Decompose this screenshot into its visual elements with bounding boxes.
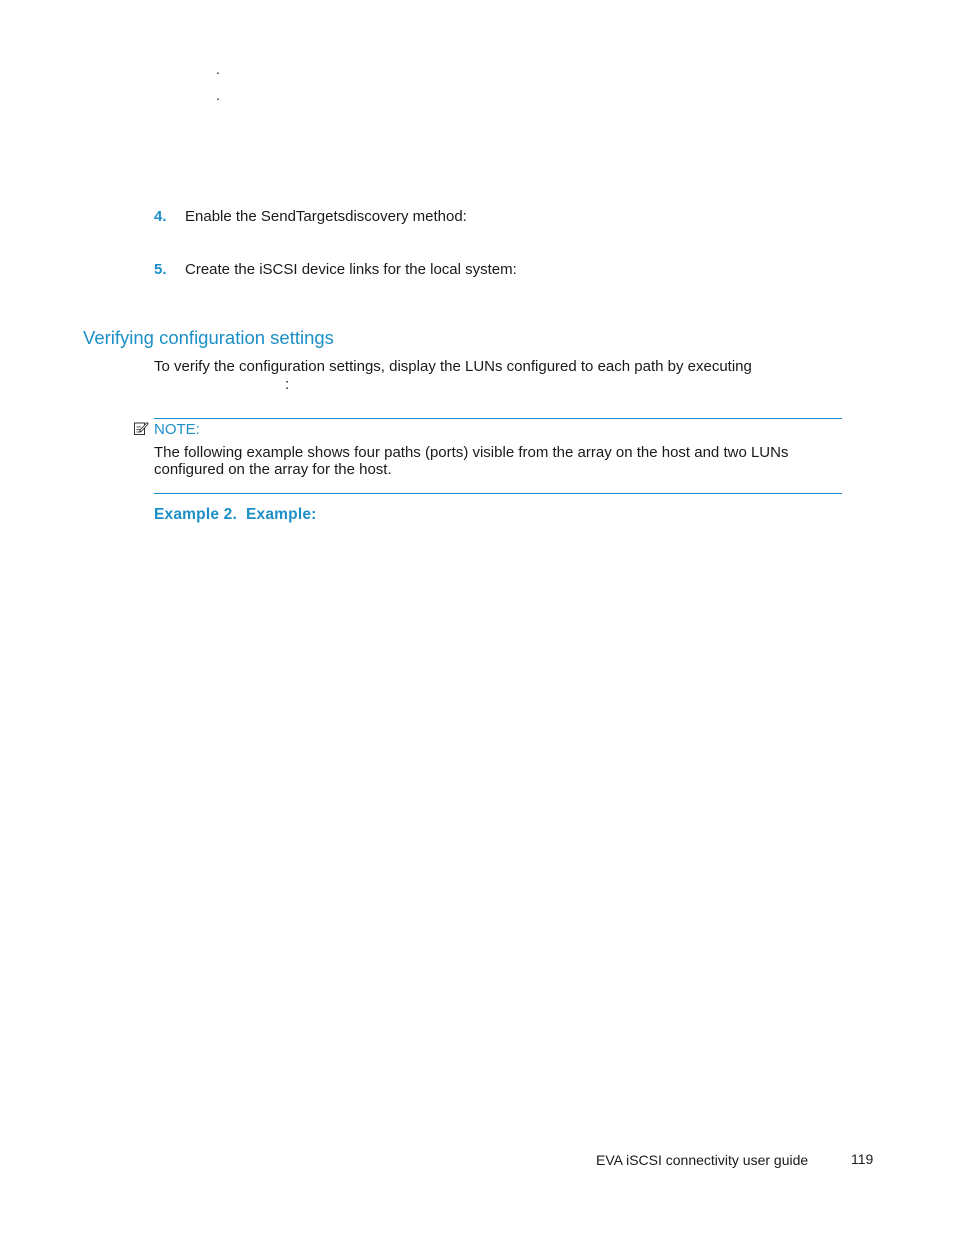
step-text: Create the iSCSI device links for the local system:	[185, 261, 517, 278]
step-number: 5.	[154, 261, 167, 278]
note-bottom-rule	[154, 493, 842, 494]
stray-period: .	[216, 87, 220, 103]
page-number: 119	[851, 1151, 874, 1167]
note-text-line: configured on the array for the host.	[154, 461, 392, 478]
note-text-line: The following example shows four paths (ports) visible from the array on the host and two LUNs	[154, 444, 789, 461]
section-intro: To verify the configuration settings, display the LUNs configured to each path by executing	[154, 358, 752, 375]
footer-guide-title: EVA iSCSI connectivity user guide	[596, 1152, 809, 1168]
step-number: 4.	[154, 208, 167, 225]
note-label: NOTE:	[154, 421, 200, 438]
note-pencil-icon	[133, 420, 149, 436]
step-text: Enable the SendTargetsdiscovery method:	[185, 208, 467, 225]
note-top-rule	[154, 418, 842, 419]
stray-period: .	[216, 61, 220, 77]
section-heading: Verifying configuration settings	[83, 327, 334, 348]
example-caption: Example 2. Example:	[154, 506, 317, 523]
intro-colon: :	[285, 376, 290, 393]
